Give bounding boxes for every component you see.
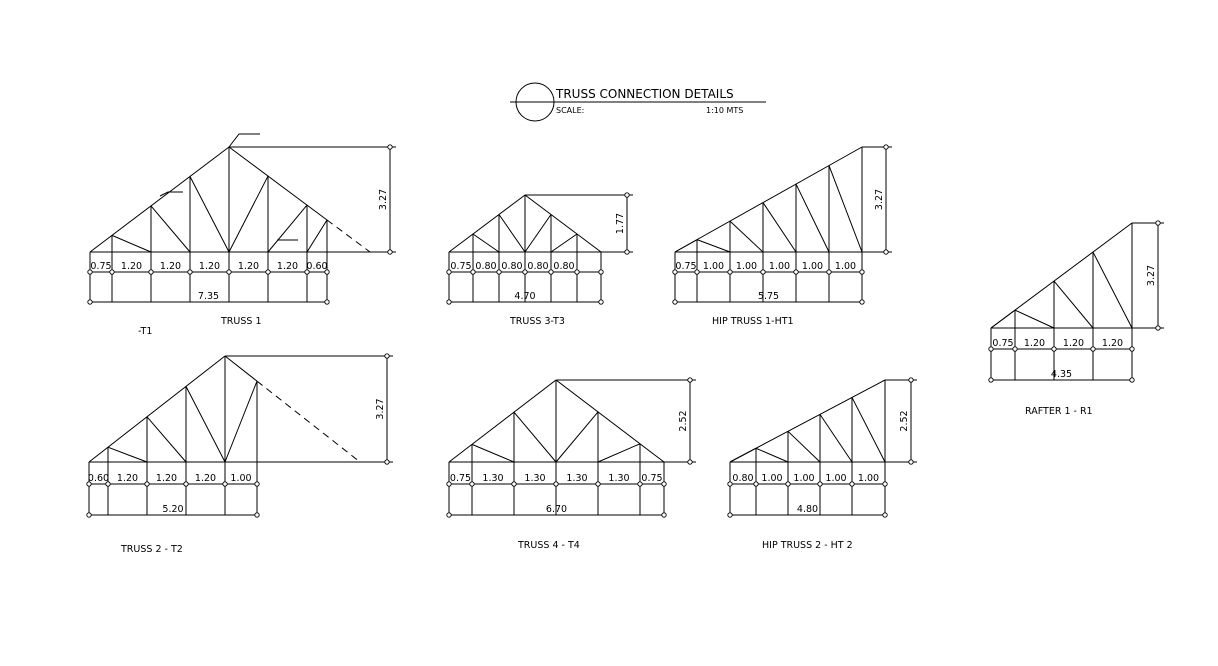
diagonal-web bbox=[551, 234, 577, 252]
top-chord-extension bbox=[327, 220, 370, 252]
total-tick bbox=[860, 300, 864, 304]
panel-tick bbox=[184, 482, 188, 486]
diagonal-web bbox=[1093, 252, 1132, 328]
total-length-label: 4.70 bbox=[514, 291, 536, 302]
panel-tick bbox=[599, 270, 603, 274]
panel-length-label: 1.00 bbox=[702, 261, 725, 272]
top-chord-left bbox=[449, 380, 556, 462]
total-tick bbox=[87, 513, 91, 517]
diagonal-web bbox=[108, 447, 147, 462]
panel-length-label: 0.75 bbox=[90, 261, 112, 272]
panel-length-label: 1.20 bbox=[198, 261, 221, 272]
height-tick bbox=[884, 145, 888, 149]
total-tick bbox=[662, 513, 666, 517]
panel-tick bbox=[1130, 347, 1134, 351]
height-tick bbox=[625, 193, 629, 197]
panel-length-label: 1.00 bbox=[834, 261, 857, 272]
hip-truss-2-caption: HIP TRUSS 2 - HT 2 bbox=[762, 540, 853, 551]
truss-2-detail bbox=[87, 354, 393, 555]
total-tick bbox=[989, 378, 993, 382]
panel-length-label: 1.00 bbox=[768, 261, 791, 272]
panel-length-label: 0.80 bbox=[527, 261, 549, 272]
diagonal-web bbox=[852, 397, 885, 462]
panel-tick bbox=[761, 270, 765, 274]
diagonal-web bbox=[763, 203, 796, 252]
panel-tick bbox=[883, 482, 887, 486]
panel-length-label: 0.75 bbox=[641, 473, 663, 484]
diagonal-web bbox=[820, 414, 852, 462]
panel-tick bbox=[255, 482, 259, 486]
panel-length-label: 1.20 bbox=[276, 261, 299, 272]
diagonal-web bbox=[229, 176, 268, 252]
panel-tick bbox=[188, 270, 192, 274]
panel-length-label: 1.00 bbox=[801, 261, 824, 272]
panel-tick bbox=[227, 270, 231, 274]
panel-length-label: 1.20 bbox=[120, 261, 143, 272]
total-length-label: 6.70 bbox=[545, 504, 568, 515]
truss-4-caption: TRUSS 4 - T4 bbox=[518, 540, 580, 551]
diagonal-web bbox=[190, 176, 229, 252]
total-length-label: 5.75 bbox=[757, 291, 780, 302]
truss-details bbox=[87, 134, 1164, 555]
panel-length-label: 1.00 bbox=[793, 473, 815, 484]
height-tick bbox=[909, 378, 913, 382]
panel-tick bbox=[786, 482, 790, 486]
diagonal-web bbox=[112, 235, 151, 252]
height-tick bbox=[1156, 221, 1160, 225]
top-chord-left bbox=[89, 356, 225, 462]
diagonal-web bbox=[730, 221, 763, 252]
panel-tick bbox=[554, 482, 558, 486]
top-chord-left bbox=[675, 147, 862, 252]
panel-tick bbox=[145, 482, 149, 486]
panel-length-label: 0.60 bbox=[306, 261, 328, 272]
top-chord-extension bbox=[257, 381, 360, 462]
truss-1-caption: TRUSS 1 bbox=[221, 316, 262, 327]
panel-tick bbox=[1091, 347, 1095, 351]
panel-length-label: 0.80 bbox=[553, 261, 575, 272]
panel-length-label: 0.80 bbox=[501, 261, 523, 272]
diagonal-web bbox=[472, 444, 514, 462]
scale-label: SCALE: bbox=[556, 106, 585, 115]
panel-length-label: 1.00 bbox=[825, 473, 847, 484]
total-tick bbox=[599, 300, 603, 304]
diagonal-web bbox=[147, 417, 186, 462]
panel-length-label: 0.75 bbox=[449, 473, 472, 484]
panel-length-label: 1.20 bbox=[155, 473, 178, 484]
height-label: 3.27 bbox=[378, 188, 389, 211]
height-label: 2.52 bbox=[899, 410, 910, 432]
panel-length-label: 1.20 bbox=[194, 473, 217, 484]
total-length-label: 4.80 bbox=[796, 504, 819, 515]
panel-tick bbox=[512, 482, 516, 486]
panel-tick bbox=[223, 482, 227, 486]
panel-tick bbox=[149, 270, 153, 274]
panel-tick bbox=[754, 482, 758, 486]
total-length-label: 4.35 bbox=[1050, 369, 1073, 380]
height-label: 2.52 bbox=[678, 410, 689, 432]
title-block bbox=[510, 83, 766, 121]
panel-length-label: 1.00 bbox=[761, 473, 783, 484]
panel-tick bbox=[1052, 347, 1056, 351]
truss-1-detail bbox=[88, 134, 396, 337]
truss-3-caption: TRUSS 3-T3 bbox=[510, 316, 565, 327]
panel-tick bbox=[596, 482, 600, 486]
diagonal-web bbox=[525, 215, 551, 253]
panel-length-label: 1.30 bbox=[608, 473, 630, 484]
total-tick bbox=[1130, 378, 1134, 382]
height-label: 1.77 bbox=[615, 212, 626, 235]
hip-truss-2-detail bbox=[728, 378, 917, 551]
height-tick bbox=[388, 145, 392, 149]
panel-tick bbox=[794, 270, 798, 274]
first-web bbox=[991, 310, 1015, 328]
truss-2-caption: TRUSS 2 - T2 bbox=[121, 544, 183, 555]
leader-line bbox=[160, 192, 183, 196]
panel-tick bbox=[860, 270, 864, 274]
panel-tick bbox=[818, 482, 822, 486]
panel-length-label: 1.00 bbox=[735, 261, 758, 272]
first-web bbox=[730, 448, 756, 462]
top-chord-right bbox=[229, 147, 327, 220]
diagonal-web bbox=[1015, 310, 1054, 328]
top-chord-left bbox=[90, 147, 229, 252]
total-length-label: 7.35 bbox=[197, 291, 220, 302]
truss-4-detail bbox=[447, 378, 696, 551]
height-tick bbox=[388, 250, 392, 254]
rafter-1-detail bbox=[989, 221, 1164, 417]
diagonal-web bbox=[598, 444, 640, 462]
total-length-label: 5.20 bbox=[162, 504, 184, 515]
height-label: 3.27 bbox=[1146, 264, 1157, 287]
height-tick bbox=[385, 460, 389, 464]
panel-length-label: 0.80 bbox=[732, 473, 754, 484]
total-tick bbox=[883, 513, 887, 517]
diagonal-web bbox=[268, 205, 307, 252]
panel-length-label: 1.20 bbox=[1023, 338, 1046, 349]
panel-length-label: 1.20 bbox=[1101, 338, 1124, 349]
height-label: 3.27 bbox=[874, 188, 885, 211]
panel-length-label: 1.20 bbox=[116, 473, 139, 484]
panel-length-label: 1.30 bbox=[482, 473, 504, 484]
total-tick bbox=[447, 300, 451, 304]
panel-tick bbox=[827, 270, 831, 274]
panel-length-label: 0.75 bbox=[450, 261, 472, 272]
diagonal-web bbox=[1054, 281, 1093, 328]
diagonal-web bbox=[514, 412, 556, 462]
height-tick bbox=[1156, 326, 1160, 330]
height-tick bbox=[688, 460, 692, 464]
panel-tick bbox=[850, 482, 854, 486]
diagonal-web bbox=[499, 215, 525, 253]
diagonal-web bbox=[756, 448, 788, 462]
truss-1-tag-label: -T1 bbox=[138, 326, 153, 337]
panel-tick bbox=[266, 270, 270, 274]
panel-length-label: 1.30 bbox=[566, 473, 588, 484]
panel-length-label: 1.30 bbox=[524, 473, 546, 484]
height-tick bbox=[625, 250, 629, 254]
diagonal-web bbox=[307, 220, 327, 252]
truss-3-detail bbox=[447, 193, 633, 327]
panel-length-label: 1.20 bbox=[159, 261, 182, 272]
panel-length-label: 1.20 bbox=[1062, 338, 1085, 349]
diagonal-web bbox=[186, 386, 225, 462]
leader-line bbox=[229, 134, 260, 147]
rafter-1-caption: RAFTER 1 - R1 bbox=[1025, 406, 1093, 417]
first-web bbox=[675, 240, 697, 252]
drawing-title: TRUSS CONNECTION DETAILS bbox=[556, 87, 734, 101]
total-tick bbox=[325, 300, 329, 304]
height-tick bbox=[385, 354, 389, 358]
hip-truss-1-caption: HIP TRUSS 1-HT1 bbox=[712, 316, 794, 327]
hip-truss-1-detail bbox=[673, 145, 892, 327]
top-chord-right bbox=[556, 380, 664, 462]
panel-tick bbox=[728, 270, 732, 274]
panel-length-label: 1.00 bbox=[230, 473, 252, 484]
diagonal-web bbox=[473, 234, 499, 252]
top-chord-right bbox=[225, 356, 257, 381]
diagonal-web bbox=[788, 431, 820, 462]
panel-length-label: 0.75 bbox=[675, 261, 697, 272]
diagonal-web bbox=[225, 381, 257, 462]
panel-tick bbox=[575, 270, 579, 274]
total-tick bbox=[447, 513, 451, 517]
total-tick bbox=[88, 300, 92, 304]
height-label: 3.27 bbox=[375, 398, 386, 420]
diagonal-web bbox=[151, 206, 190, 252]
panel-length-label: 1.00 bbox=[857, 473, 880, 484]
scale-value: 1:10 MTS bbox=[706, 106, 744, 115]
diagonal-web bbox=[556, 412, 598, 462]
height-tick bbox=[884, 250, 888, 254]
diagonal-web bbox=[697, 240, 730, 252]
total-tick bbox=[255, 513, 259, 517]
panel-length-label: 1.20 bbox=[237, 261, 260, 272]
total-tick bbox=[673, 300, 677, 304]
panel-length-label: 0.80 bbox=[475, 261, 497, 272]
height-tick bbox=[688, 378, 692, 382]
panel-length-label: 0.60 bbox=[87, 473, 110, 484]
total-tick bbox=[728, 513, 732, 517]
panel-length-label: 0.75 bbox=[992, 338, 1014, 349]
diagonal-web bbox=[796, 184, 829, 252]
diagonal-web bbox=[829, 166, 862, 252]
height-tick bbox=[909, 460, 913, 464]
